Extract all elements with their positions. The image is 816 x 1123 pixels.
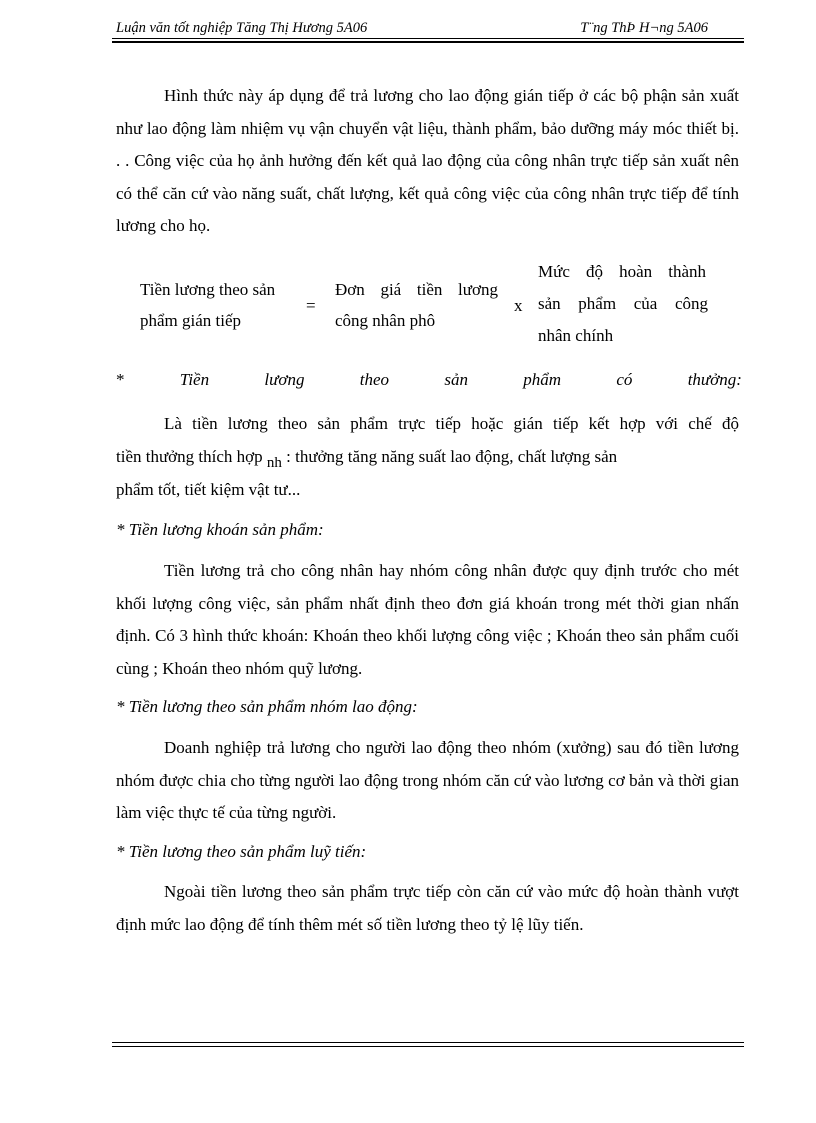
formula-lhs-line2: phẩm gián tiếp [140, 311, 242, 330]
heading-word: theo [359, 370, 390, 389]
section1-line3: phẩm tốt, tiết kiệm vật tư... [116, 480, 301, 499]
section-heading-group-piece-rate: * Tiền lương theo sản phẩm nhóm lao động: [116, 697, 418, 716]
section2-body: Tiền lương trả cho công nhân hay nhóm công nhân được quy định trước cho mét khối lượng công việc, sản phẩm nhất định theo đơn giá khoán trong mét thời gian nhấn định. Có 3 hình thức khoán: Khoán theo khối lượng công việc ; Khoán theo sản phẩm cuối cùng ; Khoán theo nhóm quỹ lương. [116, 561, 739, 678]
heading-word: thưởng: [687, 370, 742, 389]
section4-body: Ngoài tiền lương theo sản phẩm trực tiếp còn căn cứ vào mức độ hoàn thành vượt định mức lao động để tính thêm mét số tiền lương theo tỷ lệ lũy tiến. [116, 882, 739, 934]
section1-line2-part-a: tiền thưởng thích hợp [116, 447, 263, 466]
header-title-left: Luận văn tốt nghiệp Tăng Thị Hương 5A06 [116, 20, 368, 36]
formula-term2-line1: Mức độ hoàn thành [538, 262, 706, 281]
header-rule-bottom [112, 41, 744, 43]
section-heading-contract-piece-rate: * Tiền lương khoán sản phẩm: [116, 520, 324, 539]
heading-word: có [616, 370, 633, 389]
section1-line2-part-b: : thưởng tăng năng suất lao động, chất lượng sản [286, 447, 618, 466]
section1-line2 [116, 441, 739, 475]
section1-line1: Là tiền lương theo sản phẩm trực tiếp hoặc gián tiếp kết hợp với chế độ [164, 414, 739, 433]
heading-word: * [116, 370, 125, 389]
section3-body: Doanh nghiệp trả lương cho người lao động theo nhóm (xưởng) sau đó tiền lương nhóm được chia cho từng người lao động trong nhóm căn cứ vào lương cơ bản và thời gian làm việc thực tế của từng người. [116, 738, 739, 823]
formula-times-sign: x [514, 296, 523, 315]
formula-term2-line3: nhân chính [538, 326, 614, 345]
formula-term2-line2: sản phẩm của công [538, 294, 708, 313]
formula-equals-sign: = [306, 296, 316, 315]
footer-rule-bottom [112, 1046, 744, 1047]
section-heading-reward-piece-rate [116, 370, 742, 390]
formula-term1-line2: công nhân phô [335, 311, 436, 330]
header-rule-top [112, 38, 744, 39]
paragraph-intro: Hình thức này áp dụng để trả lương cho lao động gián tiếp ở các bộ phận sản xuất như lao động làm nhiệm vụ vận chuyển vật liệu, thành phẩm, bảo dưỡng máy móc thiết bị. . . Công việc của họ ảnh hưởng đến kết quả lao động của công nhân trực tiếp sản xuất nên có thể căn cứ vào năng suất, chất lượng, kết quả công việc của công nhân trực tiếp để tính lương cho họ. [116, 86, 739, 236]
header-title-right: T¨ng ThÞ H¬ng 5A06 [580, 20, 708, 36]
formula-lhs-line1: Tiền lương theo sản [140, 280, 276, 299]
heading-word: sản [444, 370, 468, 389]
formula-term1-line1: Đơn giá tiền lương [335, 280, 498, 299]
section-heading-progressive-piece-rate: * Tiền lương theo sản phẩm luỹ tiến: [116, 842, 367, 861]
section1-nh-mark: nh [266, 455, 282, 471]
heading-word: lương [264, 370, 305, 389]
footer-rule-top [112, 1042, 744, 1043]
heading-word: Tiền [179, 370, 210, 389]
heading-word: phẩm [523, 370, 562, 389]
